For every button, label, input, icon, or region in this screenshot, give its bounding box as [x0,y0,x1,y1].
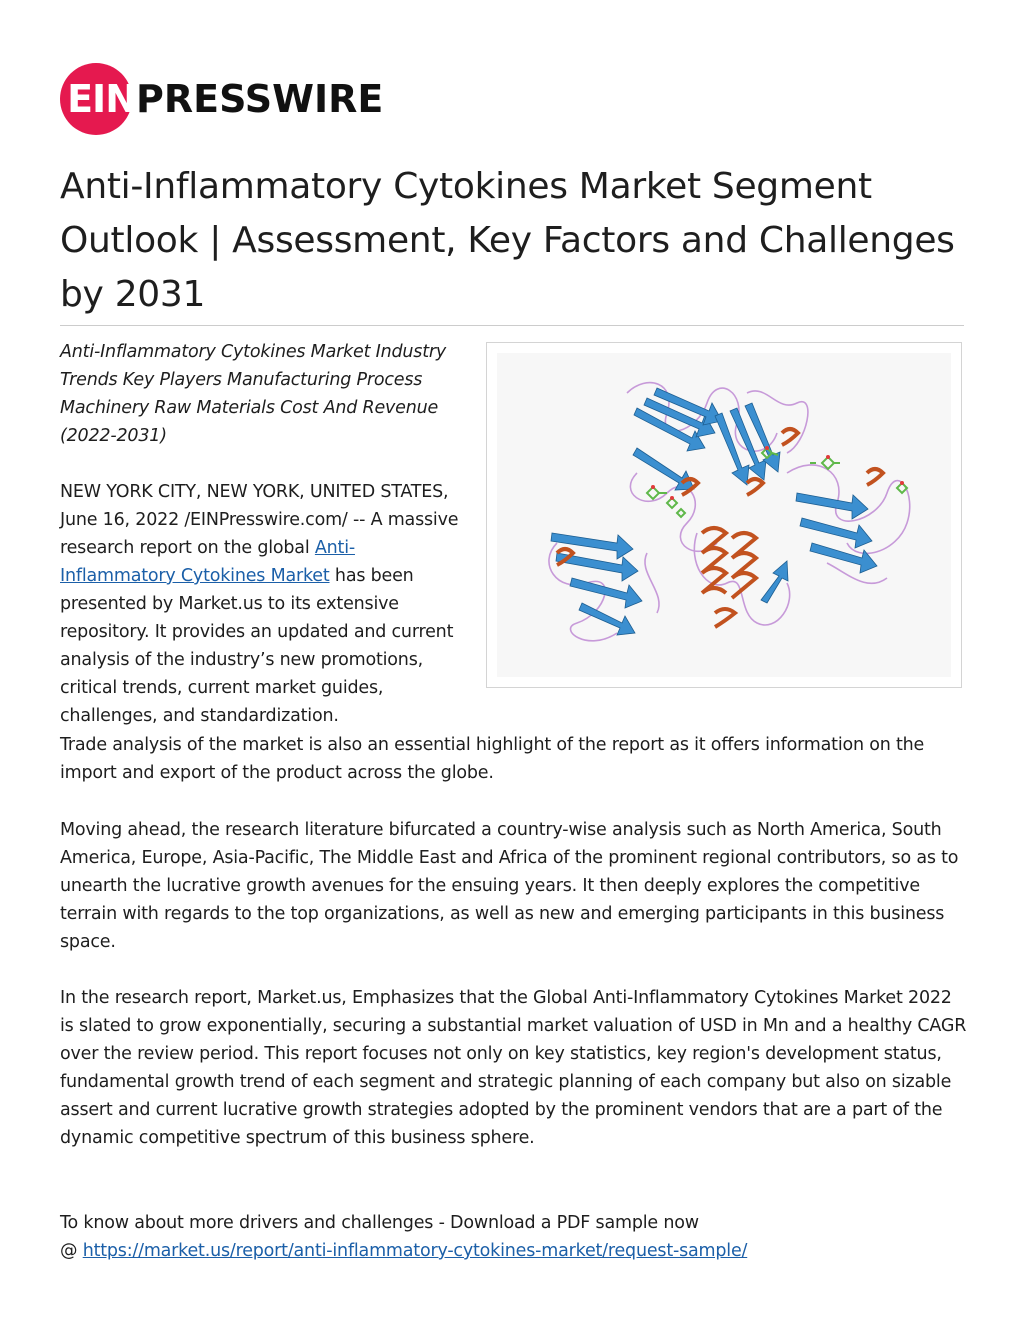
article-subtitle: Anti-Inflammatory Cytokines Market Industry Trends Key Players Manufacturing Process Machinery Raw Materials Cost And Revenue (2022-2031) [60,342,447,446]
dateline-paragraph [60,478,470,730]
sample-download-text: To know about more drivers and challenges - Download a PDF sample now [60,1213,699,1233]
protein-ribbon-image [497,353,951,677]
sample-download-paragraph [60,1209,970,1265]
logo-presswire-text: PRESSWIRE [136,77,384,121]
trade-analysis-paragraph: Trade analysis of the market is also an essential highlight of the report as it offers information on the import and export of the product across the globe. [60,735,925,783]
regional-analysis-paragraph: Moving ahead, the research literature bifurcated a country-wise analysis such as North America, South America, Europe, Asia-Pacific, The Middle East and Africa of the prominent regional contributors, so as to unearth the lucrative growth avenues for the ensuing years. It then deeply explores the competitive terrain with regards to the top organizations, as well as new and emerging participants in this business space. [60,820,959,952]
dateline-rest: has been presented by Market.us to its extensive repository. It provides an updated and current analysis of the industry’s new promotions, critical trends, current market guides, challenges, and standardization. [60,566,454,726]
einpresswire-logo[interactable] [60,62,383,136]
figure-canvas [497,353,951,677]
beta-sheets [551,388,877,635]
logo-ein-text: EIN [67,77,136,121]
title-divider [60,325,964,326]
at-symbol: @ [60,1241,78,1261]
dateline-text: NEW YORK CITY, NEW YORK, UNITED STATES, June 16, 2022 /EINPresswire.com/ -- A massive research report on the global [60,482,459,558]
article-title: Anti-Inflammatory Cytokines Market Segment Outlook | Assessment, Key Factors and Challenges by 2031 [60,166,955,315]
protein-structure-figure [486,342,962,688]
market-report-link[interactable]: Anti-Inflammatory Cytokines Market [60,538,355,586]
request-sample-link[interactable]: https://market.us/report/anti-inflammatory-cytokines-market/request-sample/ [82,1241,748,1261]
logo-circle [60,63,136,135]
market-valuation-paragraph: In the research report, Market.us, Emphasizes that the Global Anti-Inflammatory Cytokines Market 2022 is slated to grow exponentially, securing a substantial market valuation of USD in Mn and a healthy CAGR over the review period. This report focuses not only on key statistics, key region's development status, fundamental growth trend of each segment and strategic planning of each company but also on sizable assert and current lucrative growth strategies adopted by the prominent vendors that are a part of the dynamic competitive spectrum of this business sphere. [60,988,967,1148]
